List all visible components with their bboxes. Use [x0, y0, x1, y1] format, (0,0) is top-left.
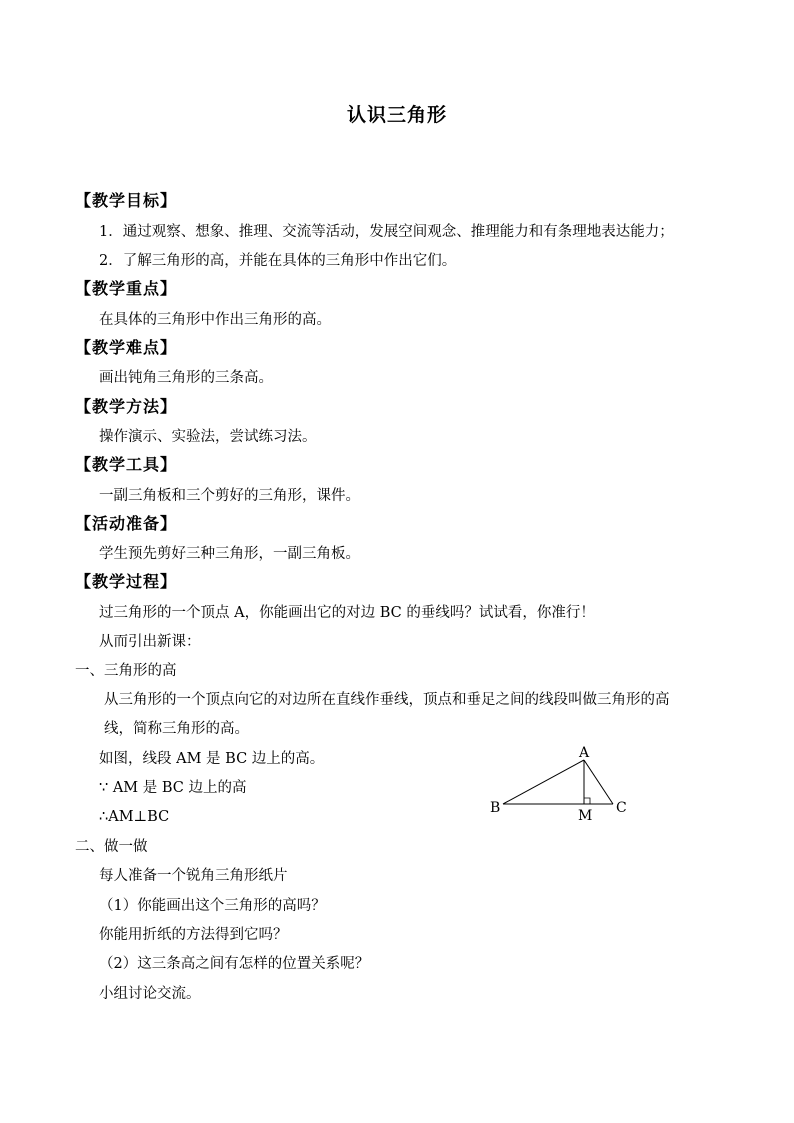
key-points-text: 在具体的三角形中作出三角形的高。 [99, 312, 331, 328]
process-heading: 【教学过程】 [75, 572, 178, 591]
goal-item-1: 1．通过观察、想象、推理、交流等活动，发展空间观念、推理能力和有条理地表达能力； [99, 224, 674, 240]
label-C: C [616, 800, 627, 816]
process-intro-2: 从而引出新课： [99, 634, 201, 650]
part1-definition-1: 从三角形的一个顶点向它的对边所在直线作垂线，顶点和垂足之间的线段叫做三角形的高 [104, 692, 670, 708]
goals-heading: 【教学目标】 [75, 191, 178, 210]
methods-text: 操作演示、实验法，尝试练习法。 [99, 429, 317, 445]
part1-definition-2: 线，简称三角形的高。 [104, 721, 249, 737]
part2-line-3: 你能用折纸的方法得到它吗？ [99, 927, 288, 943]
side-AC [584, 760, 613, 804]
part2-line-4: （2）这三条高之间有怎样的位置关系呢？ [99, 956, 370, 972]
part2-heading: 二、做一做 [75, 839, 148, 855]
triangle-altitude-figure [480, 738, 640, 828]
right-angle-mark [584, 798, 590, 804]
part1-therefore: ∴AM⊥BC [99, 809, 170, 825]
part1-heading: 一、三角形的高 [75, 663, 177, 679]
process-intro-1: 过三角形的一个顶点 A，你能画出它的对边 BC 的垂线吗？试试看，你准行！ [99, 605, 595, 621]
tools-text: 一副三角板和三个剪好的三角形，课件。 [99, 488, 360, 504]
key-points-heading: 【教学重点】 [75, 279, 178, 298]
goal-item-2: 2．了解三角形的高，并能在具体的三角形中作出它们。 [99, 253, 457, 269]
difficulties-heading: 【教学难点】 [75, 338, 178, 357]
preparation-heading: 【活动准备】 [75, 514, 178, 533]
tools-heading: 【教学工具】 [75, 455, 178, 474]
side-BA [503, 760, 584, 804]
part1-because: ∵ AM 是 BC 边上的高 [99, 780, 247, 796]
label-A: A [579, 745, 590, 761]
preparation-text: 学生预先剪好三种三角形，一副三角板。 [99, 546, 360, 562]
methods-heading: 【教学方法】 [75, 397, 178, 416]
part1-example: 如图，线段 AM 是 BC 边上的高。 [99, 751, 325, 767]
part2-line-1: 每人准备一个锐角三角形纸片 [99, 868, 288, 884]
label-B: B [490, 800, 501, 816]
label-M: M [578, 808, 593, 824]
part2-line-5: 小组讨论交流。 [99, 986, 201, 1002]
part2-line-2: （1）你能画出这个三角形的高吗？ [99, 898, 326, 914]
difficulties-text: 画出钝角三角形的三条高。 [99, 370, 273, 386]
page-title: 认识三角形 [346, 104, 447, 126]
